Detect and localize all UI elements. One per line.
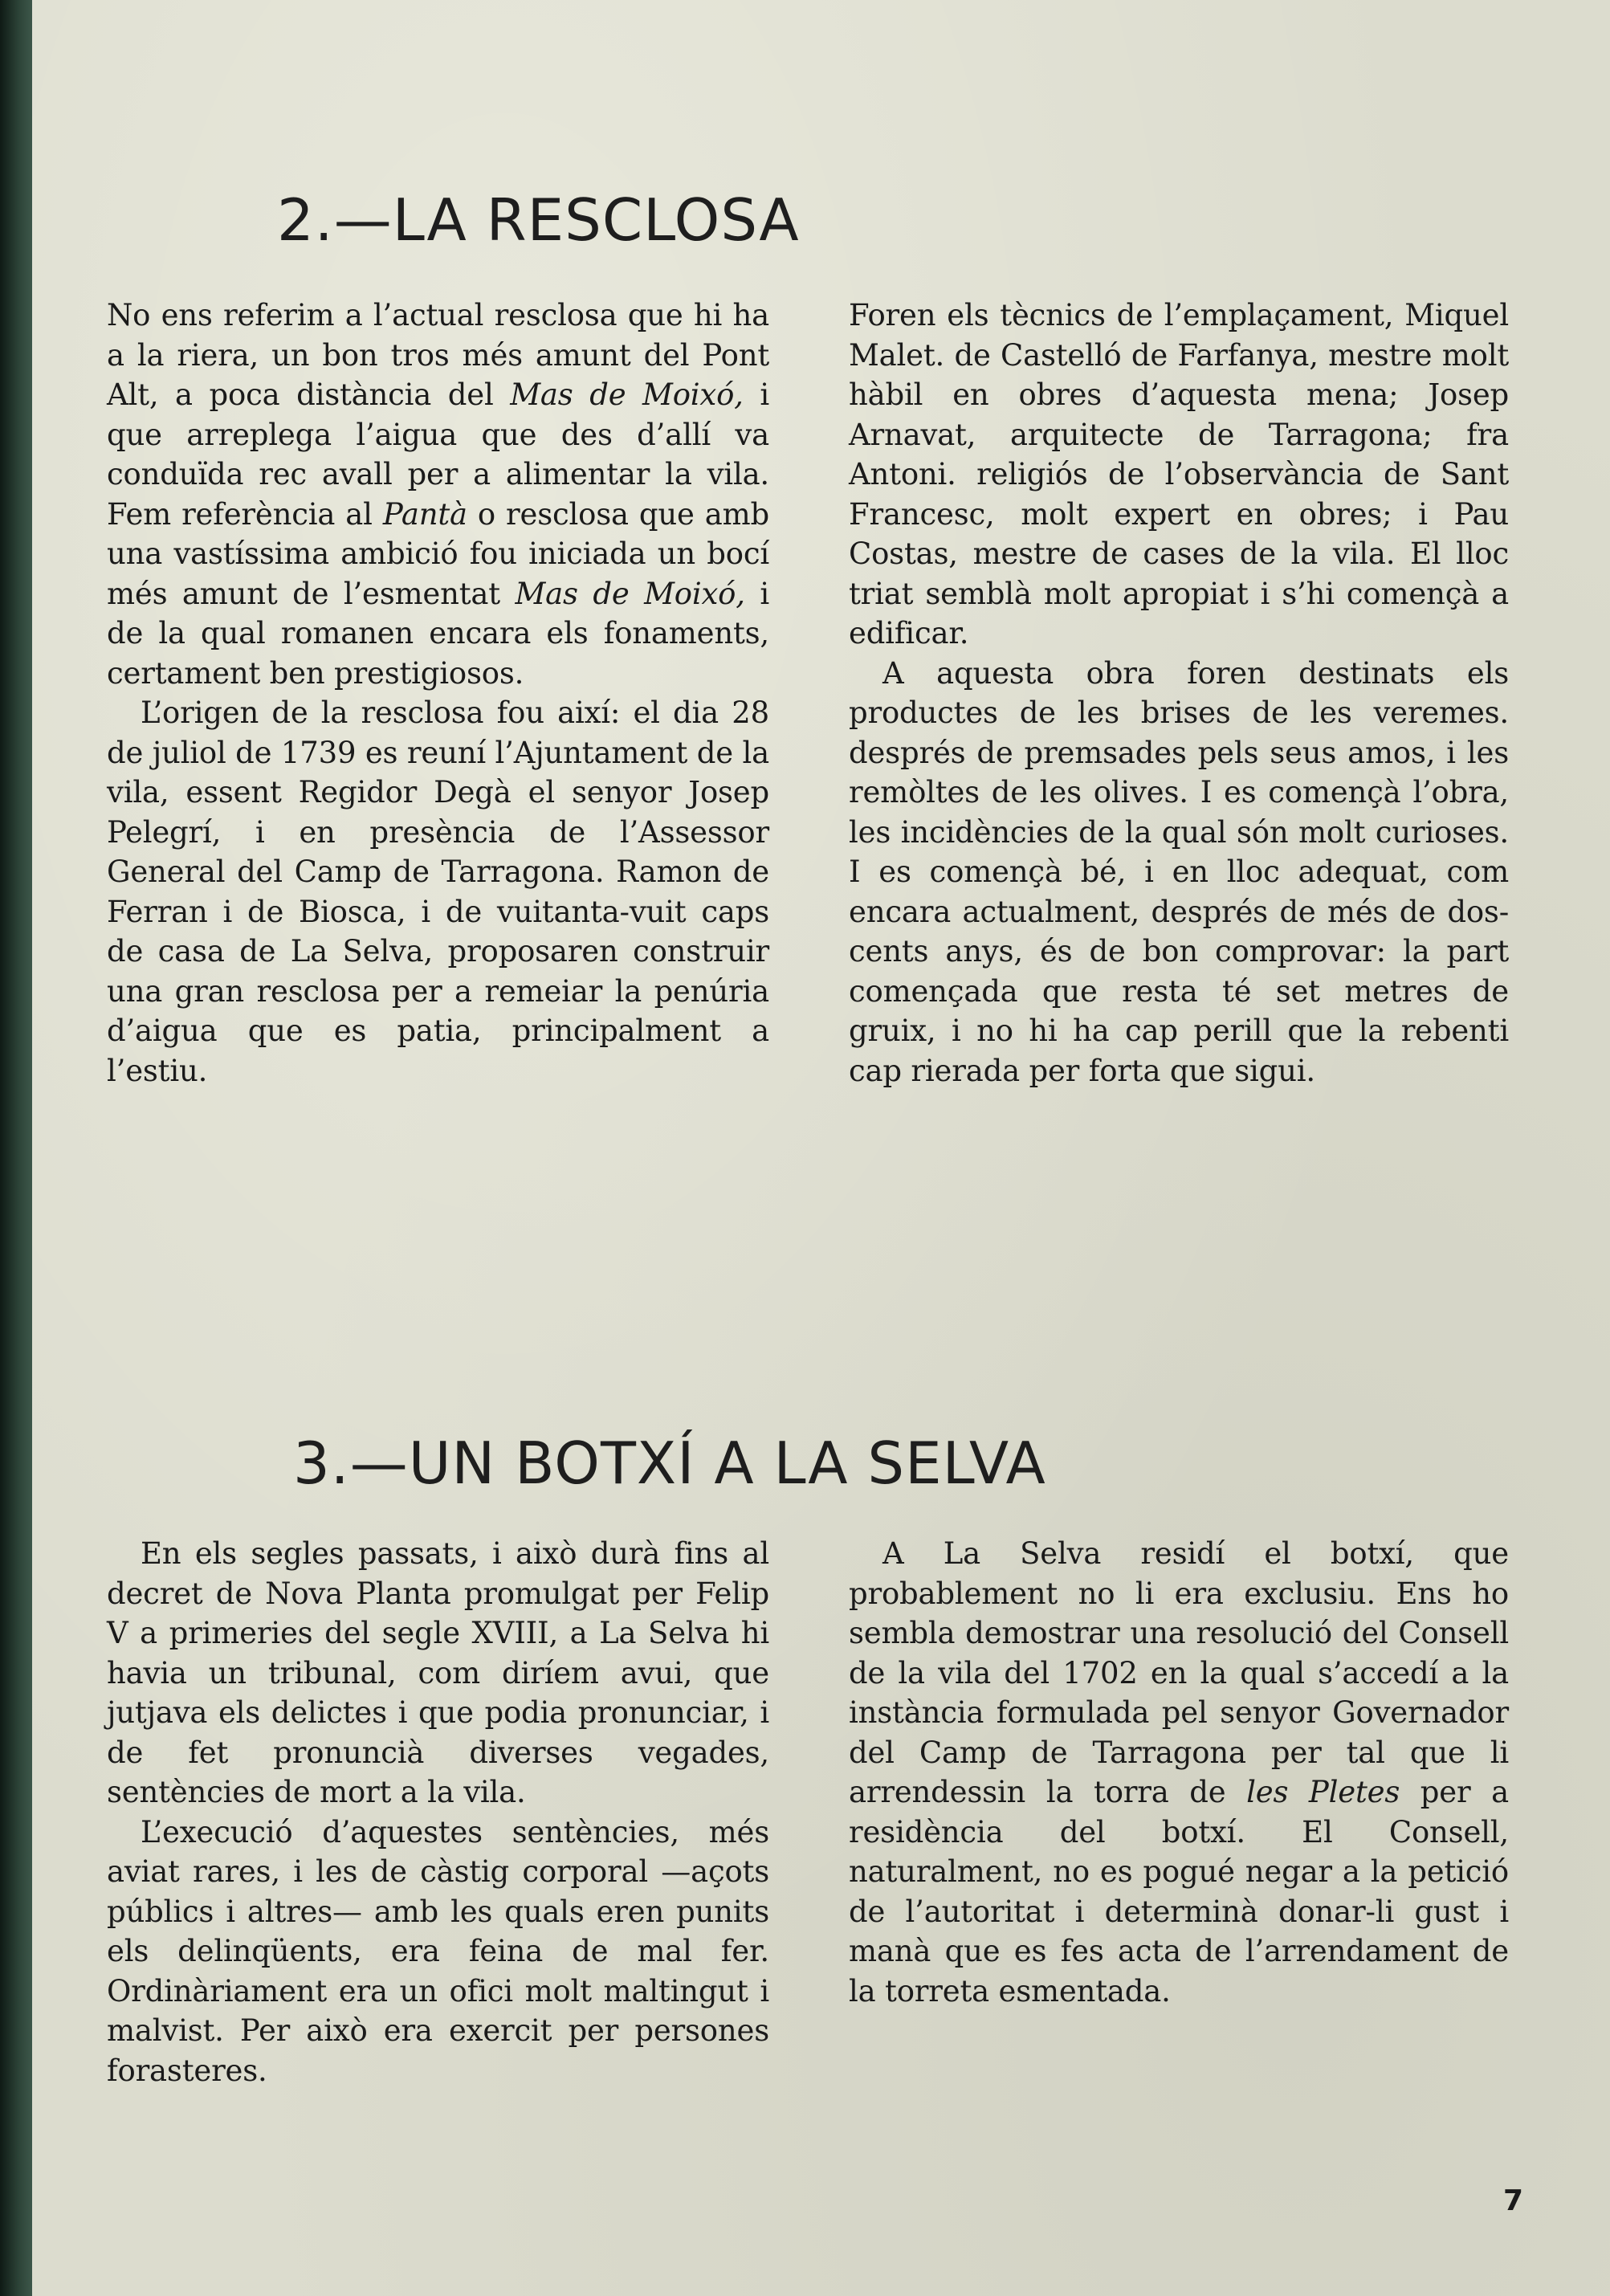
section-title-la-resclosa: 2.—LA RESCLOSA <box>277 186 800 254</box>
section-title-un-botxi-a-la-selva: 3.—UN BOTXÍ A LA SELVA <box>293 1429 1046 1497</box>
paragraph: No ens referim a l’actual resclosa que hi ha a la riera, un bon tros més amunt del Pont Alt, a poca distància del Mas de Moixó, i que arreplega l’aigua que des d’allí va conduïda rec avall per a alimentar la vila. Fem referència al Pantà o resclosa que amb una vastíssima ambició fou iniciada un bocí més amunt de l’esmentat Mas de Moixó, i de la qual romanen encara els fonaments, certament ben prestigiosos. <box>107 298 769 691</box>
paragraph: L’origen de la resclosa fou així: el dia 28 de juliol de 1739 es reuní l’Ajuntament de la vila, essent Regidor Degà el senyor Josep Pelegrí, i en presència de l’Assessor General del Camp de Tarragona. Ramon de Ferran i de Biosca, i de vuitanta-vuit caps de casa de La Selva, proposaren construir una gran resclosa per a remeiar la penúria d’aigua que es patia, principalment a l’estiu. <box>107 695 769 1088</box>
paragraph: L’execució d’aquestes sentències, més aviat rares, i les de càstig corporal —açots públics i altres— amb les quals eren punits els delinqüents, era feina de mal fer. Ordinàriament era un ofici molt maltingut i malvist. Per això era exercit per persones forasteres. <box>107 1814 769 2088</box>
paragraph: A La Selva residí el botxí, que probablement no li era exclusiu. Ens ho sembla demostrar una resolució del Consell de la vila del 1702 en la qual s’accedí a la instància formulada pel senyor Governador del Camp de Tarragona per tal que li arrendessin la torra de les Pletes per a residència del botxí. El Consell, naturalment, no es pogué negar a la petició de l’autoritat i determinà donar-li gust i manà que es fes acta de l’arrendament de la torreta esmentada. <box>849 1536 1510 2008</box>
section-2-column-left <box>107 296 769 1091</box>
section-3-column-right <box>849 1534 1509 2011</box>
paragraph: A aquesta obra foren destinats els productes de les brises de les veremes. després de premsades pels seus amos, i les remòltes de les olives. I es començà l’obra, les incidències de la qual són molt curioses. I es començà bé, i en lloc adequat, com encara actualment, després de més de dos-cents anys, és de bon comprovar: la part començada que resta té set metres de gruix, i no hi ha cap perill que la rebenti cap rierada per forta que sigui. <box>849 655 1509 1088</box>
page-number: 7 <box>1503 2184 1524 2217</box>
paragraph: En els segles passats, i això durà fins al decret de Nova Planta promulgat per Felip V a primeries del segle XVIII, a La Selva hi havia un tribunal, com diríem avui, que jutjava els delictes i que podia pronunciar, i de fet pronuncià diverses vegades, sentències de mort a la vila. <box>107 1536 769 1809</box>
paragraph: Foren els tècnics de l’emplaçament, Miquel Malet. de Castelló de Farfanya, mestre molt hàbil en obres d’aquesta mena; Josep Arnavat, arquitecte de Tarragona; fra Antoni. religiós de l’observància de Sant Francesc, molt expert en obres; i Pau Costas, mestre de cases de la vila. El lloc triat semblà molt apropiat i s’hi començà a edificar. <box>849 298 1509 650</box>
section-2-column-right <box>849 296 1509 1091</box>
book-binding <box>0 0 32 2296</box>
section-3-column-left <box>107 1534 769 2090</box>
